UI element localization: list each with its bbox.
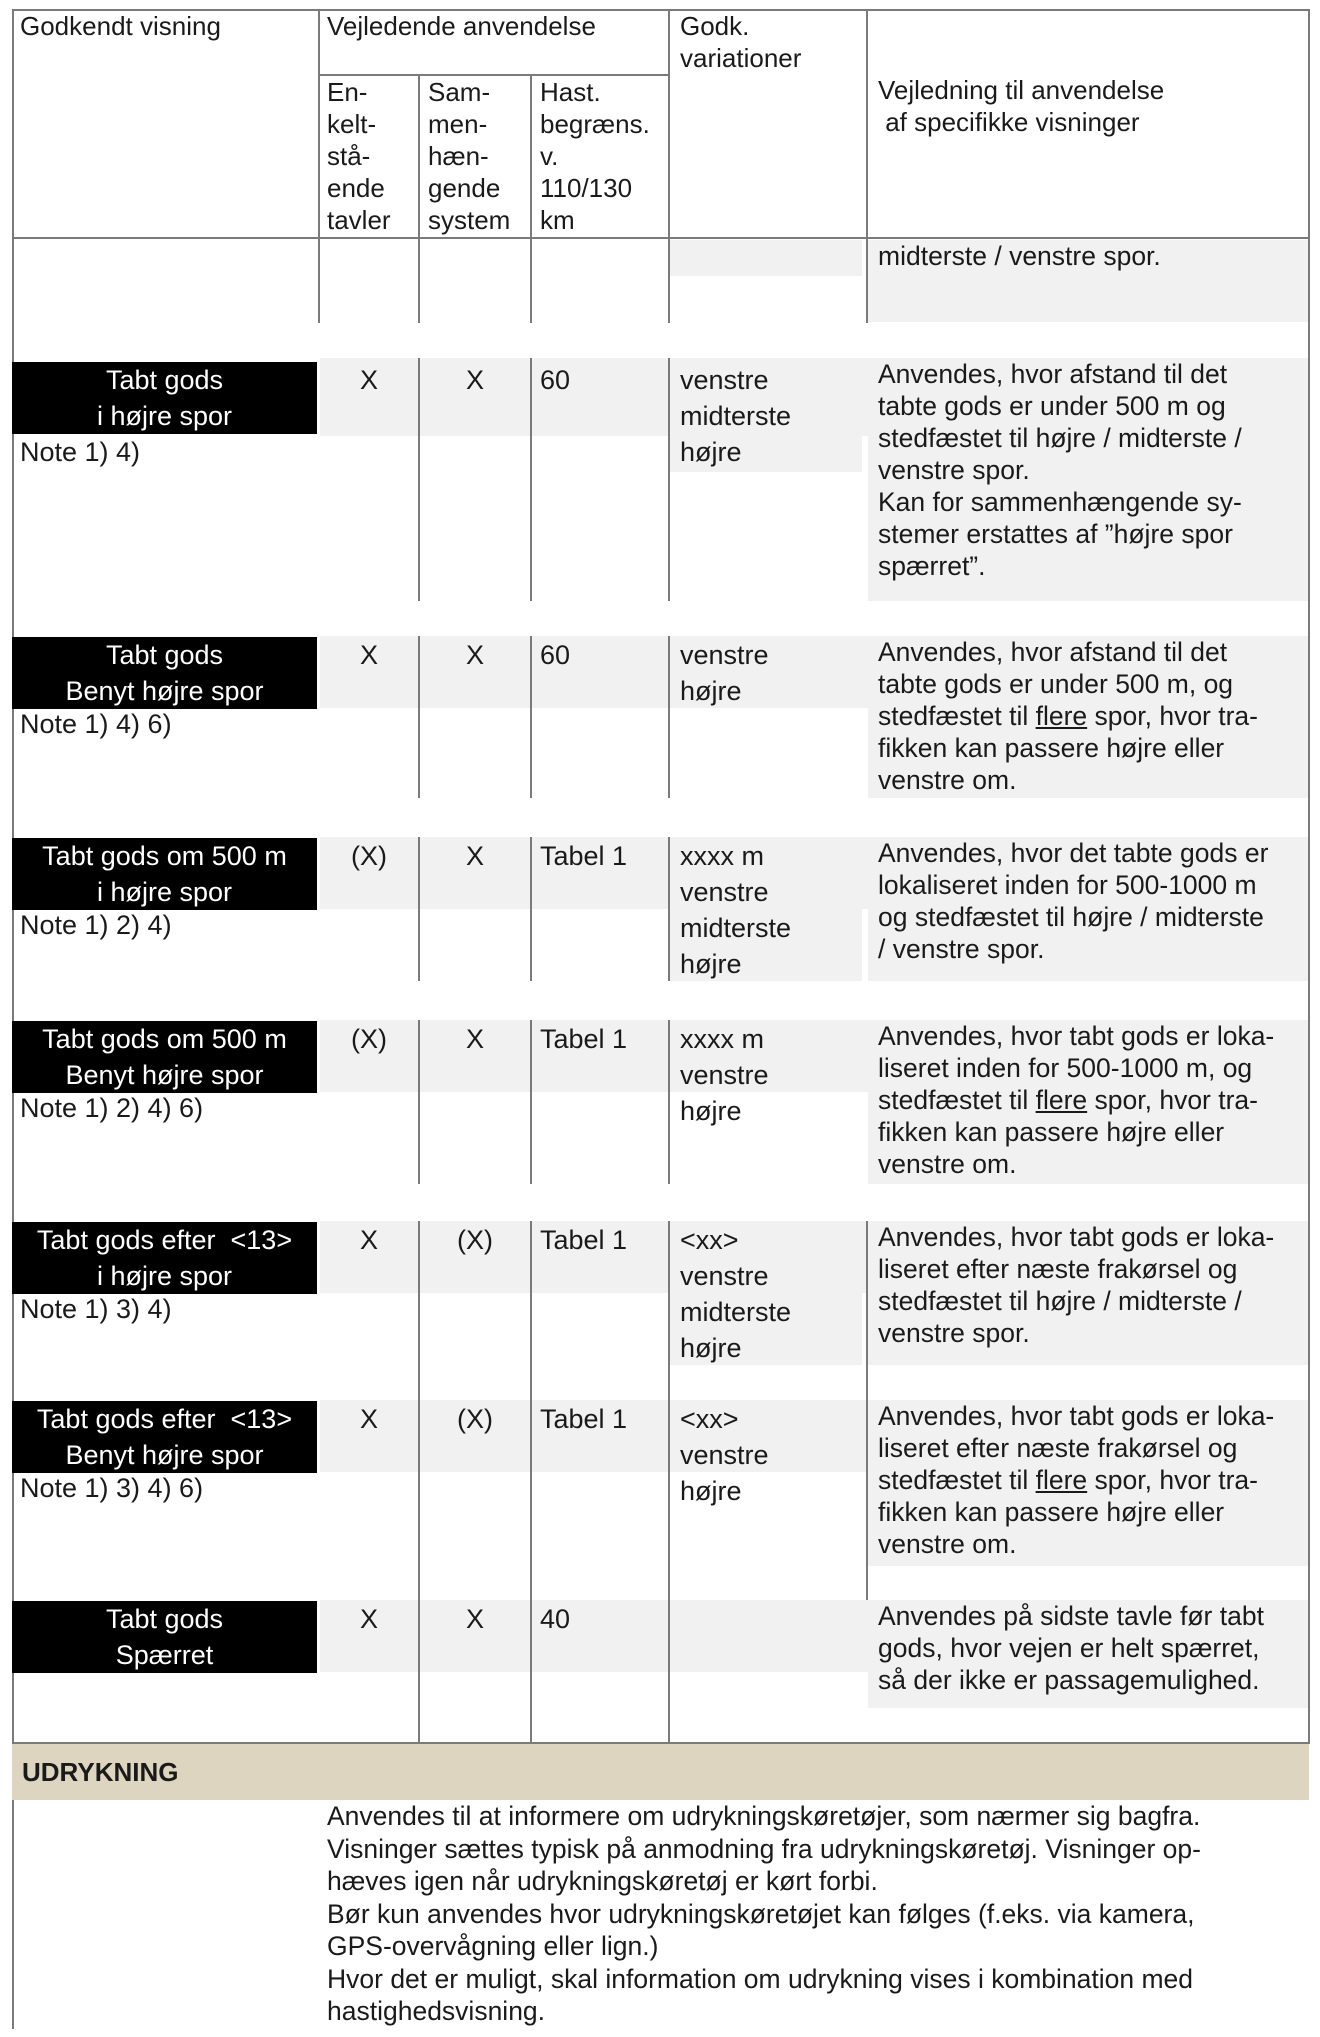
system-mark: X [465,365,484,395]
single-sign-mark: X [359,1404,378,1434]
header-single-signs: En- kelt- stå- ende tavler [327,77,391,235]
sign-display: Tabt gods Spærret [12,1601,317,1673]
col-divider [668,1020,670,1184]
section-title: UDRYKNING [22,1757,179,1787]
sign-display: Tabt gods om 500 m i højre spor [12,838,317,910]
header-guidance: Vejledning til anvendelse af specifikke visninger [878,75,1165,137]
single-sign-mark: (X) [351,841,387,871]
variations: xxxx m venstre midterste højre [680,841,792,979]
col-divider [530,1221,532,1400]
single-sign-mark: X [359,640,378,670]
single-sign-mark: X [359,1604,378,1634]
continuation-text: midterste / venstre spor. [878,241,1161,271]
header-connected-system: Sam- men- hæn- gende system [428,77,511,235]
header-usage: Vejledende anvendelse [327,11,596,41]
row-note: Note 1) 4) [20,437,141,467]
col-divider [530,1400,532,1600]
guidance-text: Anvendes, hvor afstand til det tabte gods er under 500 m og stedfæstet til højre / midterste / venstre spor. Kan for sammenhængende sy- stemer erstattes af ”højre spor spærret”. [878,359,1242,581]
speed-value: Tabel 1 [540,1225,628,1255]
col-divider [866,9,868,323]
variations: <xx> venstre midterste højre [680,1225,792,1363]
header-variations: Godk. variationer [680,11,802,73]
system-mark: (X) [457,1225,493,1255]
row-note: Note 1) 4) 6) [20,709,172,739]
header-view: Godkendt visning [20,11,221,41]
col-divider [668,358,670,601]
speed-value: 60 [540,640,571,670]
sign-display: Tabt gods Benyt højre spor [12,637,317,709]
section-description: Anvendes til at informere om udrykningskøretøjer, som nærmer sig bagfra. Visninger sættes typisk på anmodning fra udrykningskøretøj. Visninger op- hæves igen når udrykningskøretøj er kørt forbi. Bør kun anvendes hvor udrykningskøretøjet kan følges (f.eks. via kamera, GPS-overvågning eller lign.) Hvor det er muligt, skal information om udrykning vises i kombination med hastighedsvisning. [327,1801,1201,2026]
speed-value: Tabel 1 [540,841,628,871]
guidance-text: Anvendes, hvor tabt gods er loka- liseret inden for 500-1000 m, og stedfæstet til flere spor, hvor tra- fikken kan passere højre eller venstre om. [878,1021,1275,1179]
col-divider [418,76,420,323]
speed-value: Tabel 1 [540,1404,628,1434]
col-divider [866,1221,868,1400]
col-divider [866,1400,868,1600]
guidance-text: Anvendes på sidste tavle før tabt gods, hvor vejen er helt spærret, så der ikke er passagemulighed. [878,1601,1264,1695]
col-divider [530,636,532,798]
col-divider [530,1020,532,1184]
col-divider [668,1400,670,1600]
sign-display: Tabt gods efter <13> Benyt højre spor [12,1401,317,1473]
col-divider [530,1600,532,1744]
header-speed-limit: Hast. begræns. v. 110/130 km [540,77,650,235]
system-mark: X [465,640,484,670]
col-divider [668,636,670,798]
system-mark: X [465,841,484,871]
row-note: Note 1) 3) 4) 6) [20,1473,204,1503]
variations: venstre højre [680,640,769,706]
col-divider [668,1600,670,1744]
sign-display: Tabt gods om 500 m Benyt højre spor [12,1021,317,1093]
col-divider [668,837,670,981]
col-divider [530,76,532,323]
single-sign-mark: (X) [351,1024,387,1054]
single-sign-mark: X [359,365,378,395]
variations: xxxx m venstre højre [680,1024,769,1126]
section-header-bar [12,1744,1309,1800]
speed-value: 60 [540,365,571,395]
sign-display: Tabt gods efter <13> i højre spor [12,1222,317,1294]
guidance-text: Anvendes, hvor tabt gods er loka- liseret efter næste frakørsel og stedfæstet til flere spor, hvor tra- fikken kan passere højre eller venstre om. [878,1401,1275,1559]
col-divider [530,358,532,601]
guidance-text: Anvendes, hvor afstand til det tabte gods er under 500 m, og stedfæstet til flere spor, hvor tra- fikken kan passere højre eller venstre om. [878,637,1258,795]
guidance-text: Anvendes, hvor tabt gods er loka- liseret efter næste frakørsel og stedfæstet til højre / midterste / venstre spor. [878,1222,1275,1348]
guidance-text: Anvendes, hvor det tabte gods er lokaliseret inden for 500-1000 m og stedfæstet til højre / midterste / venstre spor. [878,838,1269,964]
row-note: Note 1) 3) 4) [20,1294,172,1324]
sign-display: Tabt gods i højre spor [12,362,317,434]
row-note: Note 1) 2) 4) [20,910,172,940]
system-mark: (X) [457,1404,493,1434]
variations: venstre midterste højre [680,365,792,467]
table-border-right [1308,9,1310,1744]
row-note: Note 1) 2) 4) 6) [20,1093,204,1123]
header-bottom-rule [12,237,1310,239]
system-mark: X [465,1024,484,1054]
col-divider [668,1221,670,1400]
col-divider [530,837,532,981]
col-divider [318,9,320,323]
variations: <xx> venstre højre [680,1404,769,1506]
shade [668,240,862,276]
system-mark: X [465,1604,484,1634]
speed-value: Tabel 1 [540,1024,628,1054]
speed-value: 40 [540,1604,571,1634]
table-border-left [12,9,14,2029]
col-divider [668,9,670,323]
single-sign-mark: X [359,1225,378,1255]
